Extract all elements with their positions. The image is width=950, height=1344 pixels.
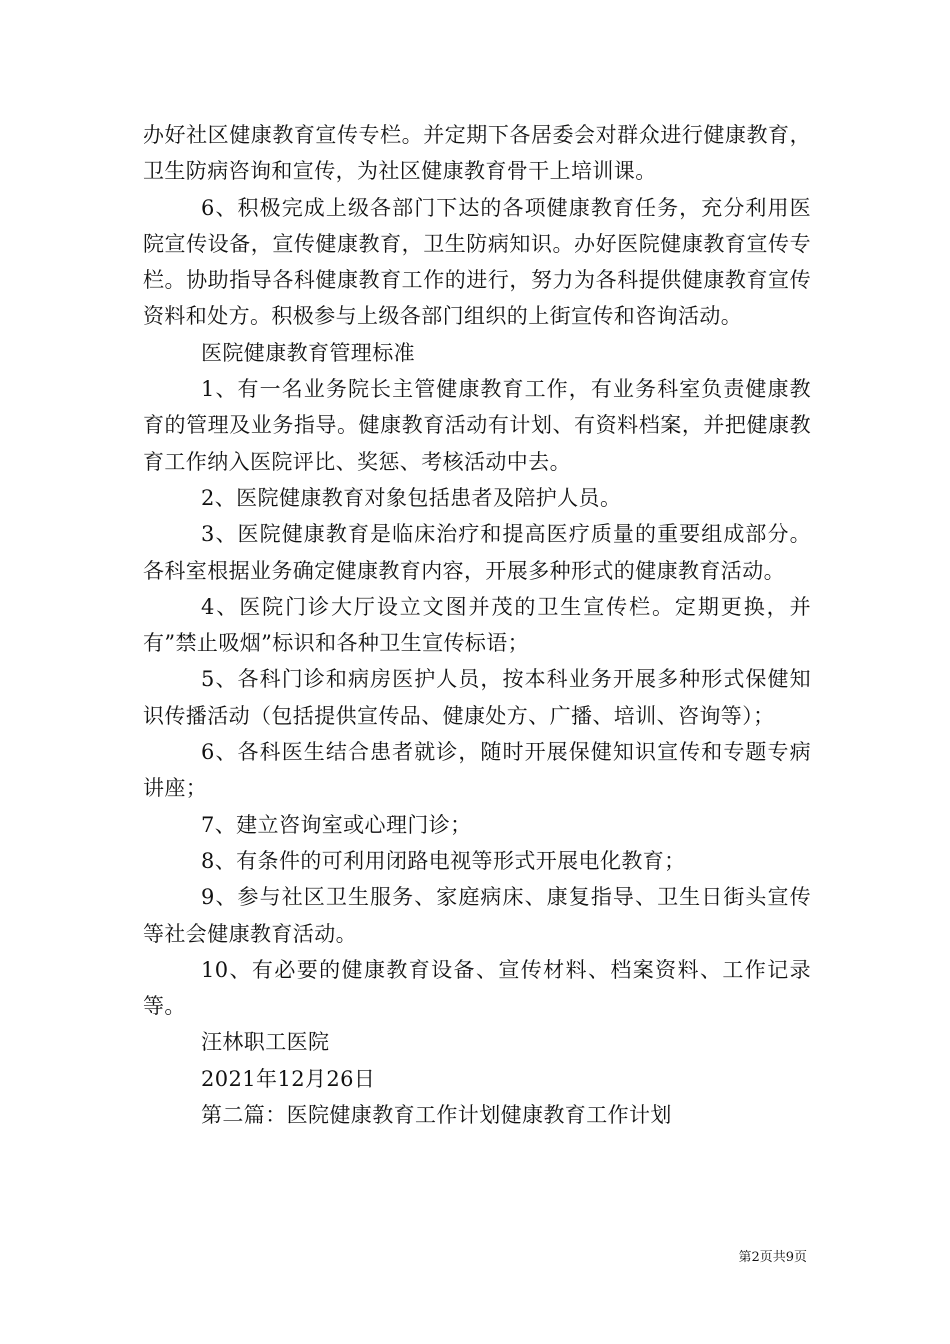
paragraph-item-6-tasks: 6、积极完成上级各部门下达的各项健康教育任务，充分利用医院宣传设备，宣传健康教育，卫生防病知识。办好医院健康教育宣传专栏。协助指导各科健康教育工作的进行，努力为各科提供健康教育宣传资料和处方。积极参与上级各部门组织的上街宣传和咨询活动。 [143, 195, 811, 329]
standard-item-6: 6、各科医生结合患者就诊，随时开展保健知识宣传和专题专病讲座； [143, 740, 811, 801]
standard-item-10: 10、有必要的健康教育设备、宣传材料、档案资料、工作记录等。 [143, 957, 811, 1019]
document-body [143, 117, 811, 1133]
standard-item-5: 5、各科门诊和病房医护人员，按本科业务开展多种形式保健知识传播活动（包括提供宣传品、健康处方、广播、培训、咨询等）； [143, 667, 811, 728]
standard-item-9: 9、参与社区卫生服务、家庭病床、康复指导、卫生日街头宣传等社会健康教育活动。 [143, 885, 811, 946]
next-section-title: 第二篇：医院健康教育工作计划健康教育工作计划 [201, 1103, 672, 1128]
standard-item-1: 1、有一名业务院长主管健康教育工作，有业务科室负责健康教育的管理及业务指导。健康教育活动有计划、有资料档案，并把健康教育工作纳入医院评比、奖惩、考核活动中去。 [143, 377, 811, 474]
paragraph-community-column: 办好社区健康教育宣传专栏。并定期下各居委会对群众进行健康教育，卫生防病咨询和宣传，为社区健康教育骨干上培训课。 [143, 123, 811, 184]
standard-item-4: 4、医院门诊大厅设立文图并茂的卫生宣传栏。定期更换，并有”禁止吸烟”标识和各种卫生宣传标语； [143, 594, 811, 656]
page-number: 第2页共9页 [738, 1250, 807, 1265]
section-heading-standards: 医院健康教育管理标准 [201, 340, 415, 365]
signature-organization: 汪林职工医院 [201, 1030, 330, 1055]
signature-date: 2021年12月26日 [201, 1066, 376, 1091]
standard-item-3: 3、医院健康教育是临床治疗和提高医疗质量的重要组成部分。各科室根据业务确定健康教育内容，开展多种形式的健康教育活动。 [143, 522, 811, 583]
standard-item-2: 2、医院健康教育对象包括患者及陪护人员。 [201, 485, 622, 510]
standard-item-7: 7、建立咨询室或心理门诊； [201, 812, 472, 837]
standard-item-8: 8、有条件的可利用闭路电视等形式开展电化教育； [201, 848, 686, 873]
